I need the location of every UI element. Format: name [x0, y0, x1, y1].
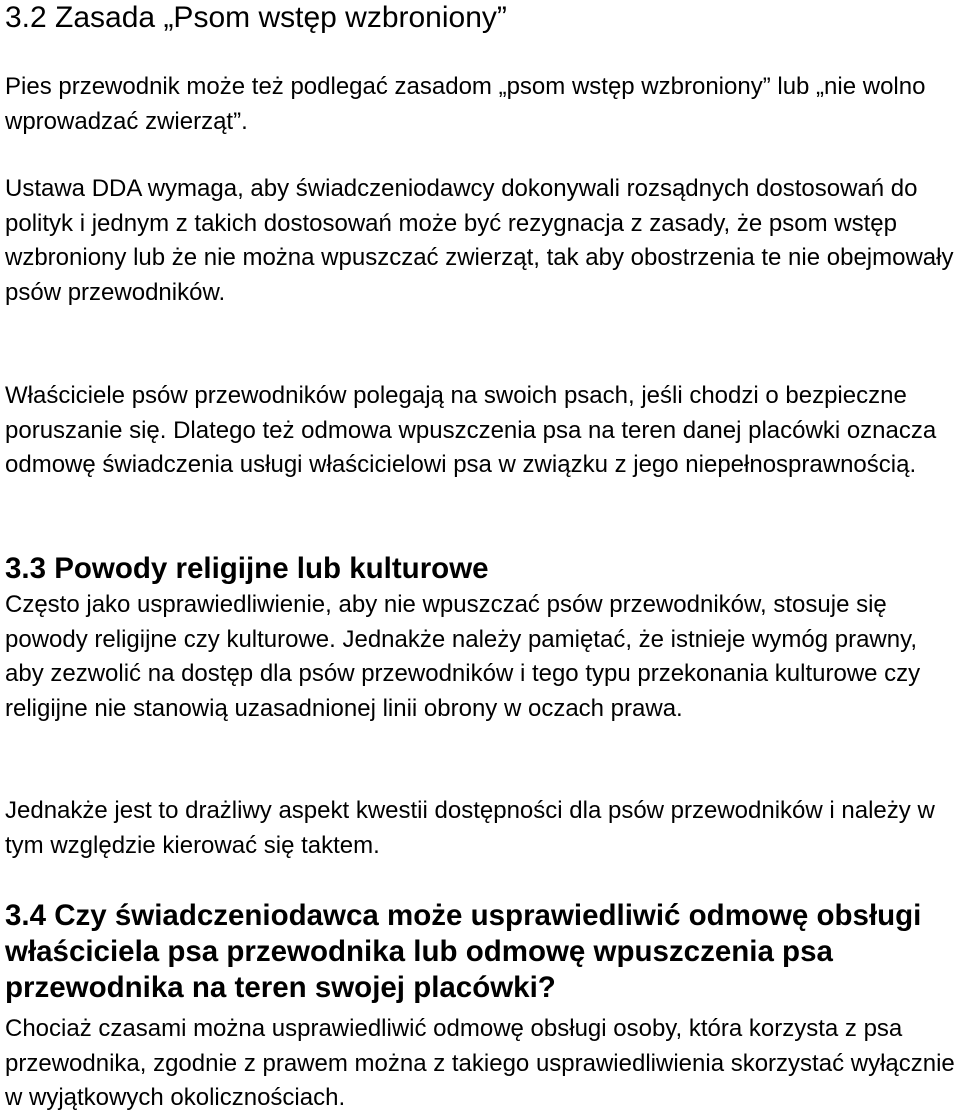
section-3-2-paragraph-2: Ustawa DDA wymaga, aby świadczeniodawcy dokonywali rozsądnych dostosowań do polityk i jednym z takich dostosowań może być rezygnacja z zasady, że psom wstęp wzbroniony lub że nie można wpuszczać zwierząt, tak aby obostrzenia te nie obejmowały psów przewodników.: [5, 175, 954, 306]
section-3-2-heading: 3.2 Zasada „Psom wstęp wzbroniony”: [5, 1, 507, 34]
section-3-2-paragraph-3: Właściciele psów przewodników polegają na swoich psach, jeśli chodzi o bezpieczne poruszanie się. Dlatego też odmowa wpuszczenia psa na teren danej placówki oznacza odmowę świadczenia usługi właścicielowi psa w związku z jego niepełnosprawnością.: [5, 382, 937, 478]
section-3-4-heading: 3.4 Czy świadczeniodawca może usprawiedliwić odmowę obsługi właściciela psa przewodnika lub odmowę wpuszczenia psa przewodnika na teren swojej placówki?: [5, 899, 922, 1004]
section-3-3-paragraph-1: Często jako usprawiedliwienie, aby nie wpuszczać psów przewodników, stosuje się powody religijne czy kulturowe. Jednakże należy pamiętać, że istnieje wymóg prawny, aby zezwolić na dostęp dla psów przewodników i tego typu przekonania kulturowe czy religijne nie stanowią uzasadnionej linii obrony w oczach prawa.: [5, 591, 921, 722]
section-3-4-paragraph-1: Chociaż czasami można usprawiedliwić odmowę obsługi osoby, która korzysta z psa przewodnika, zgodnie z prawem można z takiego usprawiedliwienia skorzystać wyłącznie w wyjątkowych okolicznościach.: [5, 1015, 955, 1111]
section-3-3-heading: 3.3 Powody religijne lub kulturowe: [5, 552, 489, 585]
section-3-2-paragraph-1: Pies przewodnik może też podlegać zasadom „psom wstęp wzbroniony” lub „nie wolno wprowadzać zwierząt”.: [5, 73, 926, 135]
section-3-3-paragraph-2: Jednakże jest to drażliwy aspekt kwestii dostępności dla psów przewodników i należy w tym względzie kierować się taktem.: [5, 797, 935, 859]
